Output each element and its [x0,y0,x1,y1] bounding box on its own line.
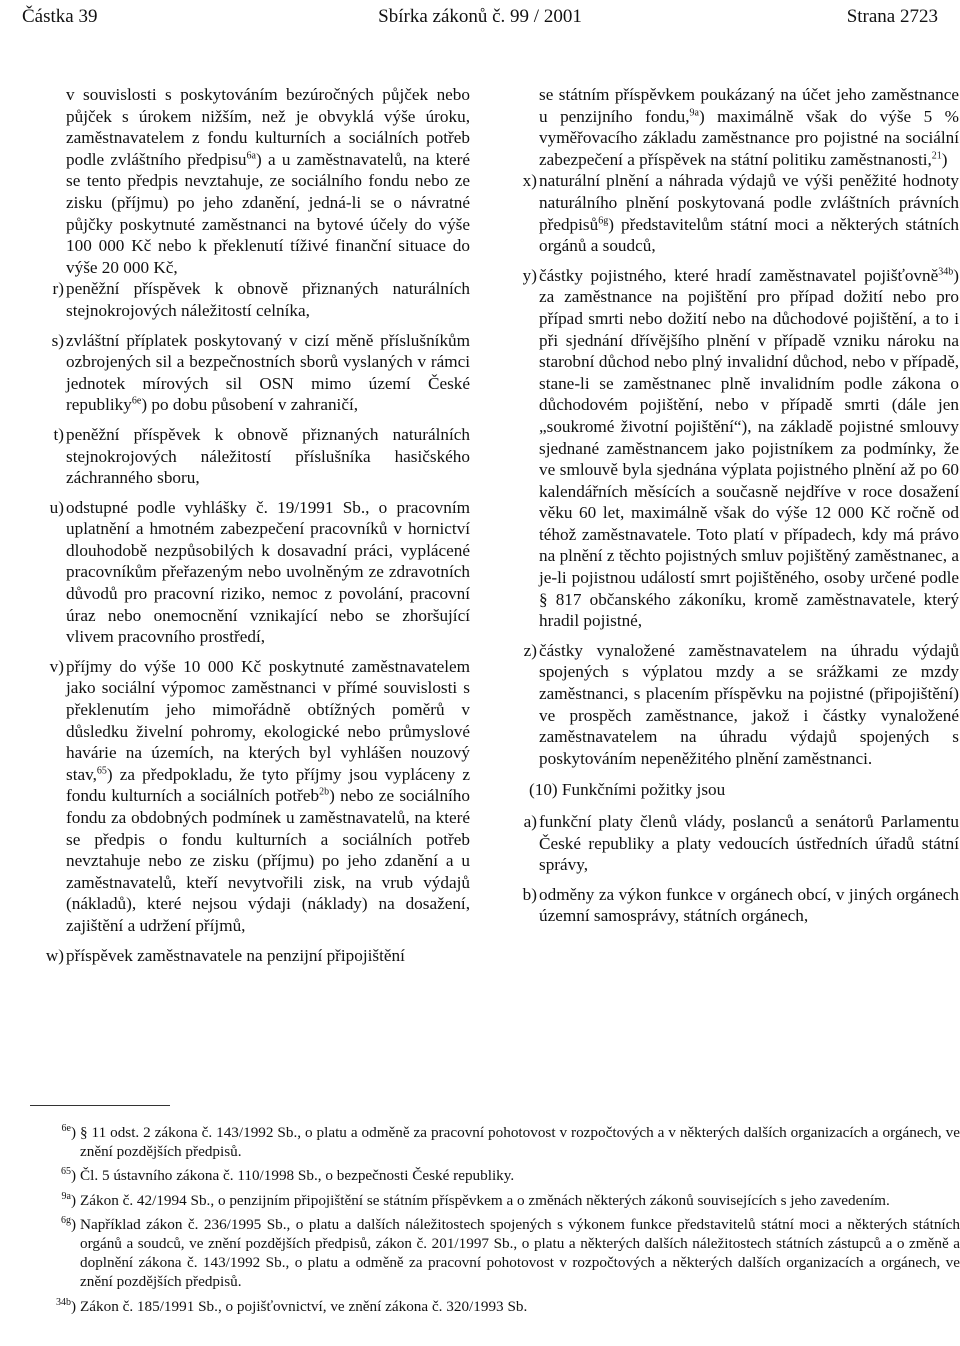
footnote-mark: 6e [61,1122,71,1134]
item-text: peněžní příspěvek k obnově přiznaných naturálních stejnokrojových náležitostí celníka, [66,279,470,320]
footnote-text: Zákon č. 185/1991 Sb., o pojišťovnictví, ve znění zákona č. 320/1993 Sb. [80,1297,528,1315]
header-journal: Sbírka zákonů č. 99 / 2001 [378,6,582,27]
footnote-mark: 34b [55,1296,71,1308]
footnote-mark: 9a [61,1190,71,1202]
right-column [503,84,959,935]
footnote-ref: 2b [319,786,330,798]
footnote-ref: 6g [598,214,609,226]
item-text: odměny za výkon funkce v orgánech obcí, v jiných orgánech územní samosprávy, státních orgánech, [539,884,959,926]
list-item-a [503,811,959,876]
footnote-text: Čl. 5 ústavního zákona č. 110/1998 Sb., o bezpečnosti České republiky. [80,1167,515,1185]
item-label: w) [45,945,64,965]
footnote-text: Zákon č. 42/1994 Sb., o penzijním připojištění se státním příspěvkem a o změnách některých zákonů souvisejících s jeho zavedením. [80,1191,890,1209]
item-label: t) [53,424,64,444]
list-item-z [503,640,959,770]
footnote: $^{6e}$) § 11 odst. 2 zákona č. 143/1992 Sb., o platu a odměně za pracovní pohotovost v rozpočtových a v některých dalších organizacích a orgánech, ve znění pozdějších předpisů. [61,1122,960,1161]
header-page-number: Strana 2723 [846,6,938,27]
footnotes [30,1123,960,1321]
footnote-text: § 11 odst. 2 zákona č. 143/1992 Sb., o platu a odměně za pracovní pohotovost v rozpočtových a v některých dalších organizacích a orgánech, ve znění pozdějších předpisů. [80,1124,960,1161]
footnote-ref: 21 [931,150,942,162]
footnote-ref: 6e [131,395,142,407]
intro-paragraph: v souvislosti s poskytováním bezúročných půjček nebo půjček s úrokem nižším, než je obvyklá výše úroku, zaměstnavatelem z fondu kulturních a sociálních potřeb podle zvláštního předpisu$^{6a}$) a u zaměstnavatelů, na které se tento předpis nevztahuje, ze sociálního fondu nebo ze zisku (příjmu) po jeho zdanění, jedná-li se o návratné půjčky poskytnuté zaměstnanci na bytové účely do výše 100 000 Kč nebo k překlenutí tíživé finanční situace do výše 20 000 Kč, [66,85,470,277]
list-item-t [30,424,470,489]
item-text: peněžní příspěvek k obnově přiznaných naturálních stejnokrojových náležitostí příslušníka hasičského záchranného sboru, [66,424,470,488]
left-column [30,84,470,974]
footnote: $^{9a}$) Zákon č. 42/1994 Sb., o penzijním připojištění se státním příspěvkem a o změnách některých zákonů souvisejících s jeho zavedením. [61,1190,890,1209]
item-label: u) [49,497,64,517]
footnote: $^{34b}$) Zákon č. 185/1991 Sb., o pojišťovnictví, ve znění zákona č. 320/1993 Sb. [55,1296,528,1315]
list-item-y: y) částky pojistného, které hradí zaměstnavatel pojišťovně$^{34b}$) za zaměstnance na pojištění pro případ dožití nebo pro případ smrti nebo dožití nebo na důchodové pojištění, a to i při sjednání dřívějšího plnění v případě vzniku nároku na starobní důchod nebo plný invalidní důchod, nebo v případě, stane-li se zaměstnanec plně invalidním podle zákona o důchodovém pojištění, nebo v případě smrti (dále jen „soukromé životní pojištění“), na základě pojistné smlouvy sjednané zaměstnancem jako pojistníkem za podmínky, že ve smlouvě byla sjednána výplata pojistného plnění až po 60 kalendářních měsících a současně nejdříve v roce dosažení věku 60 let, maximálně však do výše 12 000 Kč ročně od téhož zaměstnavatele. Toto platí v případech, kdy má právo na plnění z těchto pojistných smluv pojištěný zaměstnanec, a je-li pojistnou událostí smrt pojištěného, osoby určené podle § 817 občanského zákoníku, kromě zaměstnavatele, který hradil pojistné, [503,265,959,632]
footnote-mark: 65 [60,1166,71,1178]
item-label: b) [522,884,537,904]
footnote-mark: 6g [60,1214,71,1226]
continuation-paragraph: se státním příspěvkem poukázaný na účet jeho zaměstnance u penzijního fondu,$^{9a}$) maximálně však do výše 5 % vyměřovacího základu zaměstnance pro pojistné na sociální zabezpečení a příspěvek na státní politiku zaměstnanosti,$^{21}$) [539,85,959,169]
footnote: $^{6g}$) Například zákon č. 236/1995 Sb., o platu a dalších náležitostech spojených s výkonem funkce představitelů státní moci a některých státních orgánů a soudců, ve znění pozdějších předpisů, zákon č. 201/1997 Sb., o platu a některých dalších náležitostech státních zástupců a o změně a doplnění zákona č. 143/1992 Sb., o platu a odměně za pracovní pohotovost v rozpočtových a některých dalších organizacích a orgánech, ve znění pozdějších předpisů. [60,1214,960,1291]
item-text: funkční platy členů vlády, poslanců a senátorů Parlamentu České republiky a platy vedoucích ústředních úřadů státní správy, [539,812,959,875]
list-item-w [30,945,470,967]
section-heading: (10) Funkčními požitky jsou [529,780,726,800]
item-label: a) [523,812,537,831]
footnote-ref: 65 [96,765,107,777]
page-header [22,6,938,30]
item-text: příspěvek zaměstnavatele na penzijní připojištění [66,945,405,965]
item-text: příjmy do výše 10 000 Kč poskytnuté zaměstnavatelem jako sociální výpomoc zaměstnanci v přímé souvislosti s překlenutím jeho mimořádně obtížných poměrů v důsledku živelní pohromy, ekologické nebo průmyslové havárie na územích, na kterých byl vyhlášen nouzový stav, [66,656,470,784]
header-issue: Částka 39 [22,6,98,27]
item-text: zvláštní příplatek poskytovaný v cizí měně příslušníkům ozbrojených sil a bezpečnostních sborů vyslaných v rámci jednotek mírových sil OSN mimo území České republiky [66,330,470,415]
footnote-ref: 34b [938,266,954,278]
item-text: částky vynaložené zaměstnavatelem na úhradu výdajů spojených s výplatou mzdy a se srážkami ze mzdy zaměstnanci, s placením příspěvku na pojistné (připojištění) ve prospěch zaměstnance, jakož i částky vynaložené zaměstnavatelem na úhradu výdajů spojených s poskytováním nepeněžitého plnění zaměstnanci. [539,640,959,768]
item-label: s) [51,330,64,350]
list-item-u [30,497,470,648]
item-text: částky pojistného, které hradí zaměstnavatel pojišťovně [539,265,939,285]
footnote-divider [30,1105,170,1106]
item-label: v) [49,656,64,676]
list-item-x: x) naturální plnění a náhrada výdajů ve výši peněžité hodnoty naturálního plnění poskytovaná podle zvláštních právních předpisů$^{6g}$) představitelům státní moci a některých státních orgánů a soudců, [503,170,959,256]
item-text: odstupné podle vyhlášky č. 19/1991 Sb., o pracovním uplatnění a hmotném zabezpečení pracovníků v hornictví dlouhodobě nezpůsobilých k dosavadní práci, vyplácené pracovníkům přeřazeným nebo uvolněným ze zdravotních důvodů pro pracovní riziko, nemoc z povolání, pracovní úraz nebo onemocnění vznikající nebo se zhoršující vlivem pracovního prostředí, [66,497,470,647]
item-label: y) [522,265,537,285]
list-item-v: v) příjmy do výše 10 000 Kč poskytnuté zaměstnavatelem jako sociální výpomoc zaměstnanci v přímé souvislosti s překlenutím jeho mimořádně obtížných poměrů v důsledku živelní pohromy, ekologické nebo průmyslové havárie na územích, na kterých byl vyhlášen nouzový stav,$^{65}$) za předpokladu, že tyto příjmy jsou vypláceny z fondu kulturních a sociálních potřeb$^{2b}$) nebo ze sociálního fondu za obdobných podmínek u zaměstnavatelů, na které se předpis o fondu kulturních a sociálních potřeb nevztahuje nebo ze zisku (příjmu) po jeho zdanění a u zaměstnavatelů, kteří nevytvořili zisk, na vrub výdajů (nákladů), které nejsou výdaji (náklady) na dosažení, zajištění a udržení příjmů, [30,656,470,937]
item-label: r) [52,279,64,299]
footnote-ref: 6a [246,150,256,162]
item-text: naturální plnění a náhrada výdajů ve výši peněžité hodnoty naturálního plnění poskytovaná podle zvláštních právních předpisů [539,171,959,234]
footnote-ref: 9a [689,106,699,118]
list-item-b [503,884,959,927]
list-item-s: s) zvláštní příplatek poskytovaný v cizí měně příslušníkům ozbrojených sil a bezpečnostních sborů vyslaných v rámci jednotek mírových sil OSN mimo území České republiky$^{6e}$) po dobu působení v zahraničí, [30,330,470,416]
list-item-r [30,278,470,321]
footnote-text: Například zákon č. 236/1995 Sb., o platu a dalších náležitostech spojených s výkonem funkce představitelů státní moci a některých státních orgánů a soudců, ve znění pozdějších předpisů, zákon č. 201/1997 Sb., o platu a některých dalších náležitostech státních zástupců a o změně a doplnění zákona č. 143/1992 Sb., o platu a odměně za pracovní pohotovost v rozpočtových a některých dalších organizacích a orgánech, ve znění pozdějších předpisů. [80,1215,960,1291]
item-label: x) [522,171,537,191]
item-label: z) [523,640,537,660]
footnote: $^{65}$) Čl. 5 ústavního zákona č. 110/1998 Sb., o bezpečnosti České republiky. [60,1166,515,1185]
